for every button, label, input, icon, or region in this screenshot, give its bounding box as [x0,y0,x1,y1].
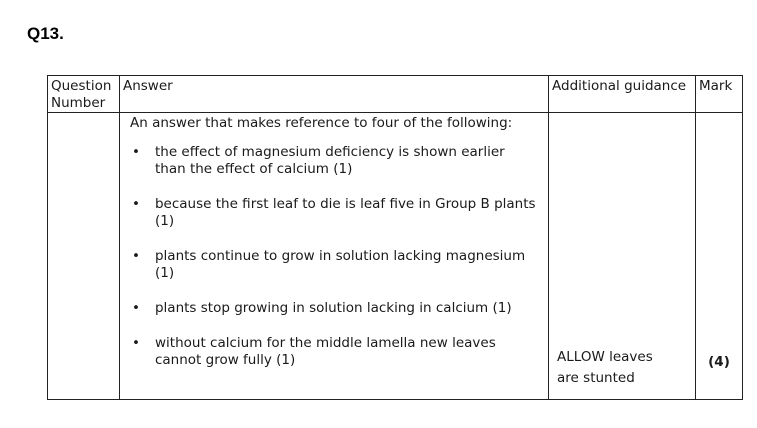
header-mark-label: Mark [699,78,733,94]
answer-points-list [130,144,538,369]
list-item [130,300,538,317]
list-item [130,248,538,282]
answer-point-text: because the first leaf to die is leaf five in Group B plants (1) [154,196,536,229]
list-item [130,335,538,369]
table-header-row [48,76,743,113]
answer-point-text: plants stop growing in solution lacking in calcium (1) [154,300,512,316]
bullet-icon: • [131,248,140,264]
guidance-text: ALLOW leaves are stunted [557,349,653,386]
mark-scheme-table [47,75,743,400]
bullet-icon: • [131,300,140,316]
header-additional-guidance-label: Additional guidance [552,78,687,94]
bullet-icon: • [131,335,140,351]
list-item [130,144,538,178]
answer-point-text: plants continue to grow in solution lacking magnesium (1) [154,248,526,281]
answer-intro: An answer that makes reference to four of the following: [129,115,513,131]
header-question-number [48,76,120,113]
bullet-icon: • [131,144,140,160]
answer-point-text: the effect of magnesium deficiency is shown earlier than the effect of calcium (1) [154,144,505,177]
mark-value: (4) [708,354,730,370]
table-row [48,113,743,400]
answer-point-text: without calcium for the middle lamella new leaves cannot grow fully (1) [154,335,496,368]
header-additional-guidance [549,76,696,113]
guidance-cell [549,113,696,400]
answer-cell [119,113,548,400]
header-question-number-line1: Question [51,78,112,94]
header-answer-label: Answer [122,78,173,94]
mark-cell [696,113,743,400]
question-label: Q13. [27,24,64,43]
bullet-icon: • [131,196,140,212]
list-item [130,196,538,230]
question-number-cell [48,113,120,400]
header-mark [696,76,743,113]
header-answer [119,76,548,113]
header-question-number-line2: Number [51,95,106,111]
